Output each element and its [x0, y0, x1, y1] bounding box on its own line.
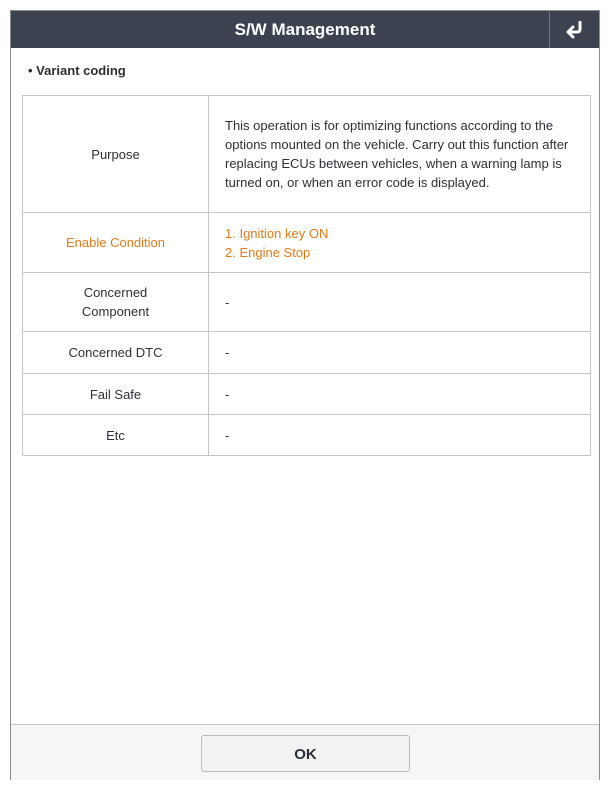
table-row-fail-safe — [23, 374, 591, 415]
row-label: Enable Condition — [23, 213, 209, 273]
info-table — [22, 95, 591, 456]
row-value: - — [209, 415, 591, 456]
row-label: Etc — [23, 415, 209, 456]
table-row-enable-condition — [23, 213, 591, 273]
label-line: Concerned — [83, 285, 148, 300]
row-label: Concerned DTC — [23, 332, 209, 374]
row-label: Purpose — [23, 96, 209, 213]
row-value: This operation is for optimizing functions according to the options mounted on the vehicle. Carry out this function after replacing ECUs between vehicles, when a warning lamp is turned on, or when an error code is displayed. — [209, 96, 591, 213]
label-line: Component — [81, 304, 150, 319]
condition-line: 1. Ignition key ON — [225, 225, 329, 241]
back-button[interactable] — [549, 11, 599, 48]
return-arrow-icon — [565, 21, 585, 39]
row-value: - — [209, 332, 591, 374]
row-label: Fail Safe — [23, 374, 209, 415]
dialog-footer — [11, 724, 599, 780]
table-row-concerned-dtc — [23, 332, 591, 374]
row-value: - — [209, 273, 591, 332]
table-row-concerned-component — [23, 273, 591, 332]
sw-management-dialog — [10, 10, 600, 780]
table-row-purpose — [23, 96, 591, 213]
title-bar — [11, 11, 599, 48]
condition-line: 2. Engine Stop — [225, 244, 311, 260]
row-label — [23, 273, 209, 332]
ok-button[interactable]: OK — [201, 735, 410, 772]
section-title: • Variant coding — [28, 63, 126, 78]
row-value: - — [209, 374, 591, 415]
table-row-etc — [23, 415, 591, 456]
row-value — [209, 213, 591, 273]
dialog-title: S/W Management — [234, 20, 376, 39]
